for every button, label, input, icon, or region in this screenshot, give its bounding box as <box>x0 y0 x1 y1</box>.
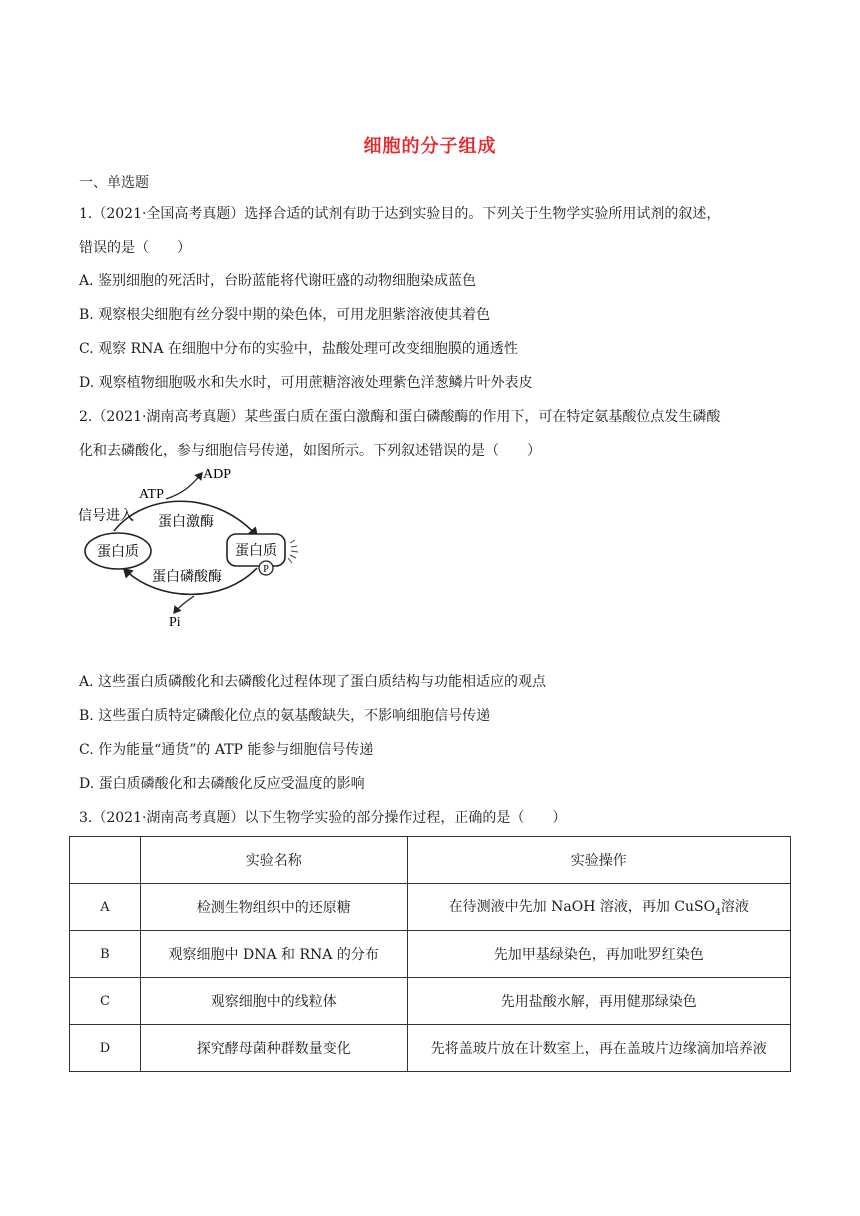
question-1-stem: 1.（2021·全国高考真题）选择合适的试剂有助于达到实验目的。下列关于生物学实验所用试剂的叙述， <box>79 206 721 222</box>
phosphatase-label: 蛋白磷酸酶 <box>152 569 222 585</box>
phosphate-label: P <box>263 564 269 575</box>
signal-label: 信号进入 <box>78 508 134 524</box>
page-title: 细胞的分子组成 <box>363 136 497 157</box>
q1-option-d: D. 观察植物细胞吸水和失水时，可用蔗糖溶液处理紫色洋葱鳞片叶外表皮 <box>79 375 533 391</box>
table-row <box>70 978 791 1025</box>
experiment-table <box>69 836 791 1072</box>
atp-label: ATP <box>139 487 164 502</box>
phosphorylation-diagram <box>74 463 314 635</box>
experiment-operation: 在待测液中先加 NaOH 溶液，再加 CuSO$_4$溶液 <box>407 884 790 931</box>
pi-label: Pi <box>169 615 181 630</box>
table-row <box>70 931 791 978</box>
table-header-cell: 实验名称 <box>140 837 407 884</box>
q2-option-c: C. 作为能量“通货”的 ATP 能参与细胞信号传递 <box>79 742 374 758</box>
experiment-operation: 先将盖玻片放在计数室上，再在盖玻片边缘滴加培养液 <box>407 1025 790 1072</box>
question-3-stem: 3.（2021·湖南高考真题）以下生物学实验的部分操作过程，正确的是（ ） <box>79 810 567 826</box>
experiment-name: 检测生物组织中的还原糖 <box>140 884 407 931</box>
table-header-cell: 实验操作 <box>407 837 790 884</box>
row-label: B <box>70 931 141 978</box>
question-2-stem-cont: 化和去磷酸化，参与细胞信号传递，如图所示。下列叙述错误的是（ ） <box>79 443 541 459</box>
q1-option-a: A. 鉴别细胞的死活时，台盼蓝能将代谢旺盛的动物细胞染成蓝色 <box>79 273 477 289</box>
q1-option-c: C. 观察 RNA 在细胞中分布的实验中，盐酸处理可改变细胞膜的通透性 <box>79 341 518 357</box>
q2-option-d: D. 蛋白质磷酸化和去磷酸化反应受温度的影响 <box>79 776 365 792</box>
atp-adp-arrow <box>166 473 202 499</box>
question-1-stem-cont: 错误的是（ ） <box>79 240 191 256</box>
row-label: C <box>70 978 141 1025</box>
q2-option-a: A. 这些蛋白质磷酸化和去磷酸化过程体现了蛋白质结构与功能相适应的观点 <box>79 674 547 690</box>
section-heading: 一、单选题 <box>79 175 149 191</box>
table-header-row <box>70 837 791 884</box>
question-2-stem: 2.（2021·湖南高考真题）某些蛋白质在蛋白激酶和蛋白磷酸酶的作用下，可在特定氨基酸位点发生磷酸 <box>79 409 721 425</box>
experiment-operation: 先加甲基绿染色，再加吡罗红染色 <box>407 931 790 978</box>
experiment-name: 探究酵母菌种群数量变化 <box>140 1025 407 1072</box>
row-label: D <box>70 1025 141 1072</box>
table-row <box>70 1025 791 1072</box>
pi-arrow <box>174 596 194 613</box>
adp-label: ADP <box>203 467 232 482</box>
experiment-name: 观察细胞中的线粒体 <box>140 978 407 1025</box>
experiment-name: 观察细胞中 DNA 和 RNA 的分布 <box>140 931 407 978</box>
row-label: A <box>70 884 141 931</box>
protein-left-label: 蛋白质 <box>97 544 139 560</box>
table-header-cell <box>70 837 141 884</box>
table-row <box>70 884 791 931</box>
kinase-label: 蛋白激酶 <box>158 514 214 530</box>
protein-right-label: 蛋白质 <box>235 543 277 559</box>
q1-option-b: B. 观察根尖细胞有丝分裂中期的染色体，可用龙胆紫溶液使其着色 <box>79 307 491 323</box>
q2-option-b: B. 这些蛋白质特定磷酸化位点的氨基酸缺失，不影响细胞信号传递 <box>79 708 491 724</box>
activity-marks <box>288 540 298 563</box>
experiment-operation: 先用盐酸水解，再用健那绿染色 <box>407 978 790 1025</box>
